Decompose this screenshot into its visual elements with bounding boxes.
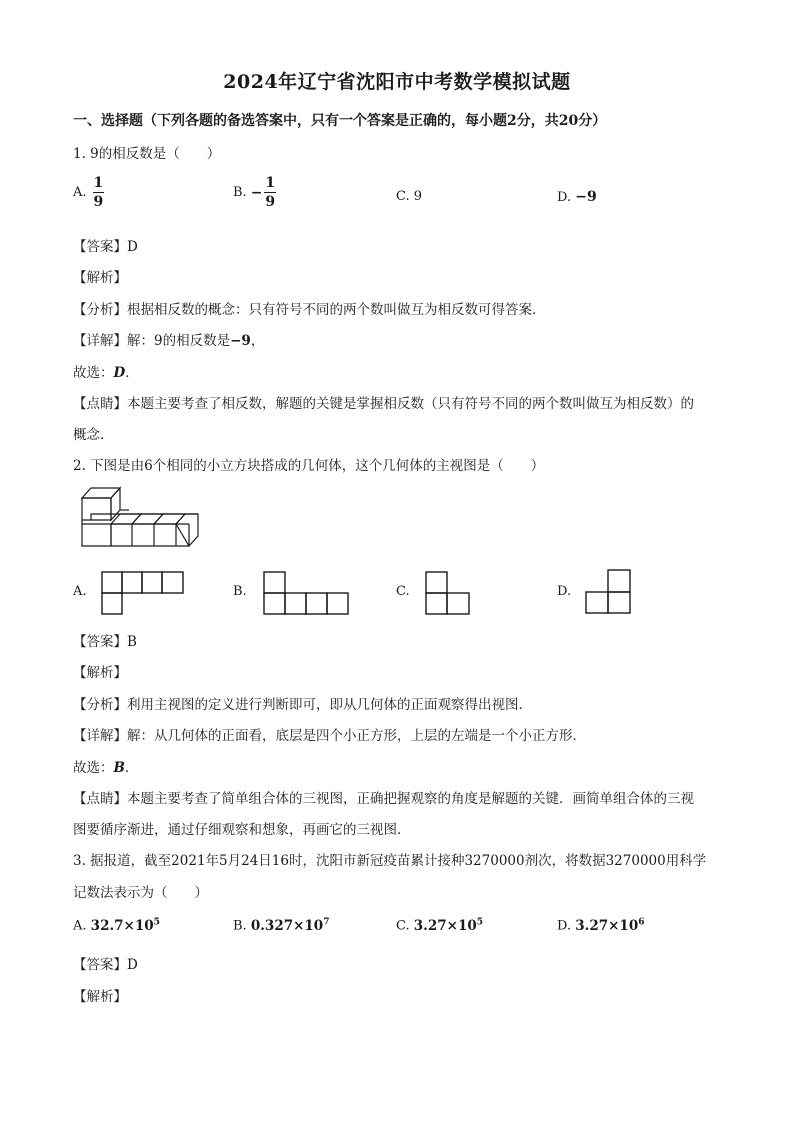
numerator: 1 — [93, 175, 104, 191]
q2-answer — [73, 630, 137, 650]
page-title: 2024年辽宁省沈阳市中考数学模拟试题 — [223, 71, 571, 93]
q2-dianjing-line1 — [73, 787, 694, 807]
xiangjie-label: 【详解】 — [73, 333, 127, 349]
q2-option-a-figure — [101, 571, 185, 615]
q3-option-c[interactable] — [396, 917, 483, 934]
answer-label: 【答案】 — [73, 957, 127, 973]
q2-option-c-letter[interactable]: C. — [396, 584, 410, 599]
q1-option-b[interactable] — [233, 176, 276, 209]
q3-jiexi: 【解析】 — [73, 989, 127, 1005]
q1-choice: 故选：D． — [73, 365, 139, 381]
choice-value: D — [113, 365, 126, 381]
q2-option-a-letter[interactable]: A. — [73, 584, 87, 599]
q3-option-a[interactable] — [73, 917, 160, 934]
q3-option-d-value: $3.27\times 10^6$ — [575, 917, 645, 934]
minus-sign: − — [250, 184, 263, 201]
dianjing-text: 本题主要考查了简单组合体的三视图，正确把握观察的角度是解题的关键．画简单组合体的三视 — [127, 791, 694, 807]
q3-option-a-letter: A. — [73, 918, 87, 934]
dianjing-label: 【点睛】 — [73, 396, 127, 412]
q1-option-a-fraction — [93, 176, 105, 209]
denominator: 9 — [265, 194, 276, 210]
q3-option-d-letter: D. — [557, 918, 572, 934]
q2-fenxi — [73, 693, 532, 713]
xiangjie-text: 解：9的相反数是 — [127, 333, 231, 349]
denominator: 9 — [93, 194, 104, 210]
dianjing-label: 【点睛】 — [73, 791, 127, 807]
q2-option-d-letter[interactable]: D. — [557, 584, 572, 599]
q3-answer — [73, 953, 138, 973]
choice-value: B — [113, 760, 125, 776]
q1-option-c-label: C. 9 — [396, 189, 423, 204]
q2-stem: 2. 下图是由6个相同的小立方块搭成的几何体，这个几何体的主视图是（ ） — [73, 458, 545, 474]
q1-option-b-fraction — [264, 176, 276, 209]
q1-jiexi: 【解析】 — [73, 270, 127, 286]
section-heading: 一、选择题（下列各题的备选答案中，只有一个答案是正确的，每小题2分，共20分） — [73, 113, 607, 129]
q3-stem-line2: 记数法表示为（ ） — [73, 885, 208, 901]
q2-option-b-letter[interactable]: B. — [233, 584, 247, 599]
xiangjie-end: ， — [250, 333, 265, 349]
q1-option-d-letter: D. — [557, 190, 572, 205]
q2-option-b-figure — [263, 571, 349, 615]
q2-xiangjie — [73, 724, 586, 744]
q1-option-d-value: −9 — [575, 189, 597, 205]
q3-option-c-value: $3.27\times 10^5$ — [413, 917, 484, 934]
answer-value: D — [127, 239, 138, 255]
answer-value: D — [127, 957, 138, 973]
choice-label: 故选： — [73, 365, 114, 381]
answer-label: 【答案】 — [73, 239, 127, 255]
q3-stem-line1: 3. 据报道，截至2021年5月24日16时，沈阳市新冠疫苗累计接种3270000剂次，将数据3270000用科学 — [73, 853, 707, 869]
choice-label: 故选： — [73, 760, 114, 776]
q1-option-c[interactable] — [396, 189, 422, 204]
q3-option-a-value: $32.7\times 10^5$ — [90, 917, 160, 934]
q2-jiexi: 【解析】 — [73, 665, 127, 681]
q1-fenxi — [73, 298, 546, 318]
fenxi-label: 【分析】 — [73, 697, 127, 713]
fenxi-label: 【分析】 — [73, 302, 127, 318]
q1-stem: 1. 9的相反数是（ ） — [73, 146, 221, 162]
q1-option-a-letter: A. — [73, 185, 87, 200]
q1-option-a[interactable] — [73, 176, 104, 209]
q2-option-c-figure — [425, 571, 471, 615]
fenxi-text: 根据相反数的概念：只有符号不同的两个数叫做互为相反数可得答案． — [127, 302, 546, 318]
dianjing-text: 本题主要考查了相反数，解题的关键是掌握相反数（只有符号不同的两个数叫做互为相反数）的 — [127, 396, 694, 412]
q1-option-b-letter: B. — [233, 185, 247, 200]
q3-option-b-letter: B. — [233, 918, 247, 934]
xiangjie-text: 解：从几何体的正面看，底层是四个小正方形，上层的左端是一个小正方形． — [127, 728, 586, 744]
q2-dianjing-line2: 图要循序渐进，通过仔细观察和想象，再画它的三视图． — [73, 822, 411, 838]
xiangjie-label: 【详解】 — [73, 728, 127, 744]
q3-option-b[interactable] — [233, 917, 329, 934]
q1-dianjing-line2: 概念． — [73, 427, 114, 443]
cube-solid-figure — [81, 486, 206, 548]
q2-choice: 故选：B． — [73, 760, 139, 776]
q2-option-d-figure — [585, 569, 632, 615]
numerator: 1 — [265, 175, 276, 191]
xiangjie-value: −9 — [230, 333, 251, 349]
answer-label: 【答案】 — [73, 634, 127, 650]
answer-value: B — [127, 634, 137, 650]
q3-option-d[interactable] — [557, 917, 644, 934]
q1-dianjing-line1 — [73, 392, 694, 412]
q3-option-c-letter: C. — [396, 918, 410, 934]
q1-answer — [73, 235, 138, 255]
fenxi-text: 利用主视图的定义进行判断即可，即从几何体的正面观察得出视图． — [127, 697, 532, 713]
q1-xiangjie — [73, 329, 264, 349]
q3-option-b-value: $0.327\times 10^7$ — [250, 917, 330, 934]
q1-option-d[interactable] — [557, 189, 597, 205]
